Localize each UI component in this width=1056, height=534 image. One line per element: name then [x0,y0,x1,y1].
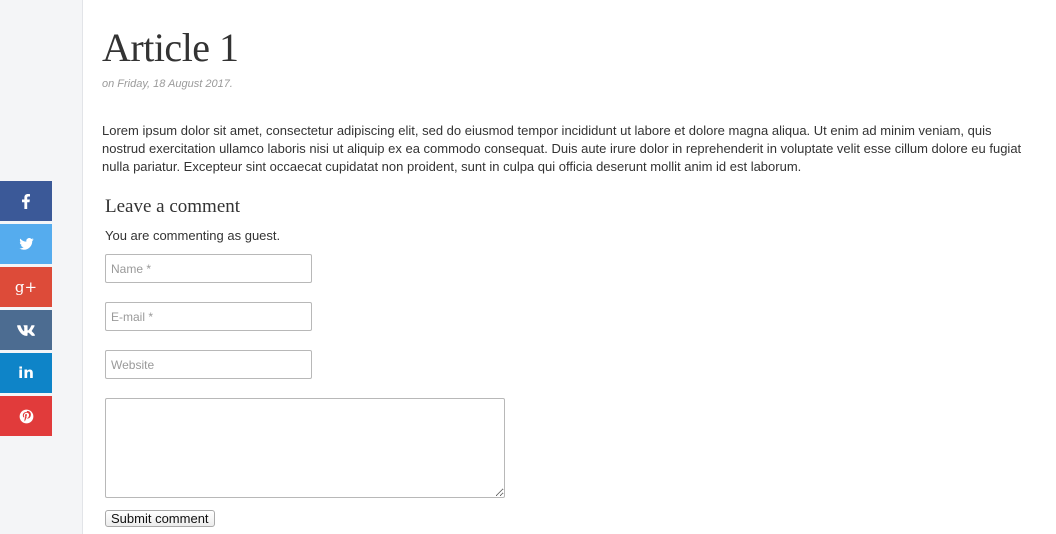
article-date: on Friday, 18 August 2017. [102,78,233,90]
linkedin-share-button[interactable] [0,353,52,393]
facebook-share-button[interactable] [0,181,52,221]
article-title: Article 1 [102,25,239,70]
vk-share-button[interactable] [0,310,52,350]
submit-comment-button[interactable]: Submit comment [105,510,215,527]
guest-note: You are commenting as guest. [105,228,281,243]
vk-icon [17,325,35,336]
email-field[interactable] [105,302,312,331]
twitter-share-button[interactable] [0,224,52,264]
name-field[interactable] [105,254,312,283]
comment-form [105,196,1037,528]
pinterest-icon [19,409,34,424]
article-main [102,0,1037,528]
social-share-bar [0,181,52,439]
facebook-icon [22,194,30,209]
comment-textarea[interactable] [105,398,505,498]
article-body: Lorem ipsum dolor sit amet, consectetur adipiscing elit, sed do eiusmod tempor incididunt ut labore et dolore magna aliqua. Ut enim ad minim veniam, quis nostrud exercitation ullamco laboris nisi ut aliquip ex ea commodo consequat. Duis aute irure dolor in reprehenderit in voluptate velit esse cillum dolore eu fugiat nulla pariatur. Excepteur sint occaecat cupidatat non proident, sunt in culpa qui officia deserunt mollit anim id est laborum. [102,123,1022,174]
pinterest-share-button[interactable] [0,396,52,436]
google-plus-share-button[interactable] [0,267,52,307]
comment-heading: Leave a comment [105,196,241,217]
website-field[interactable] [105,350,312,379]
google-plus-icon: g+ [14,277,38,296]
linkedin-icon: in [18,363,34,382]
twitter-icon [19,238,34,250]
